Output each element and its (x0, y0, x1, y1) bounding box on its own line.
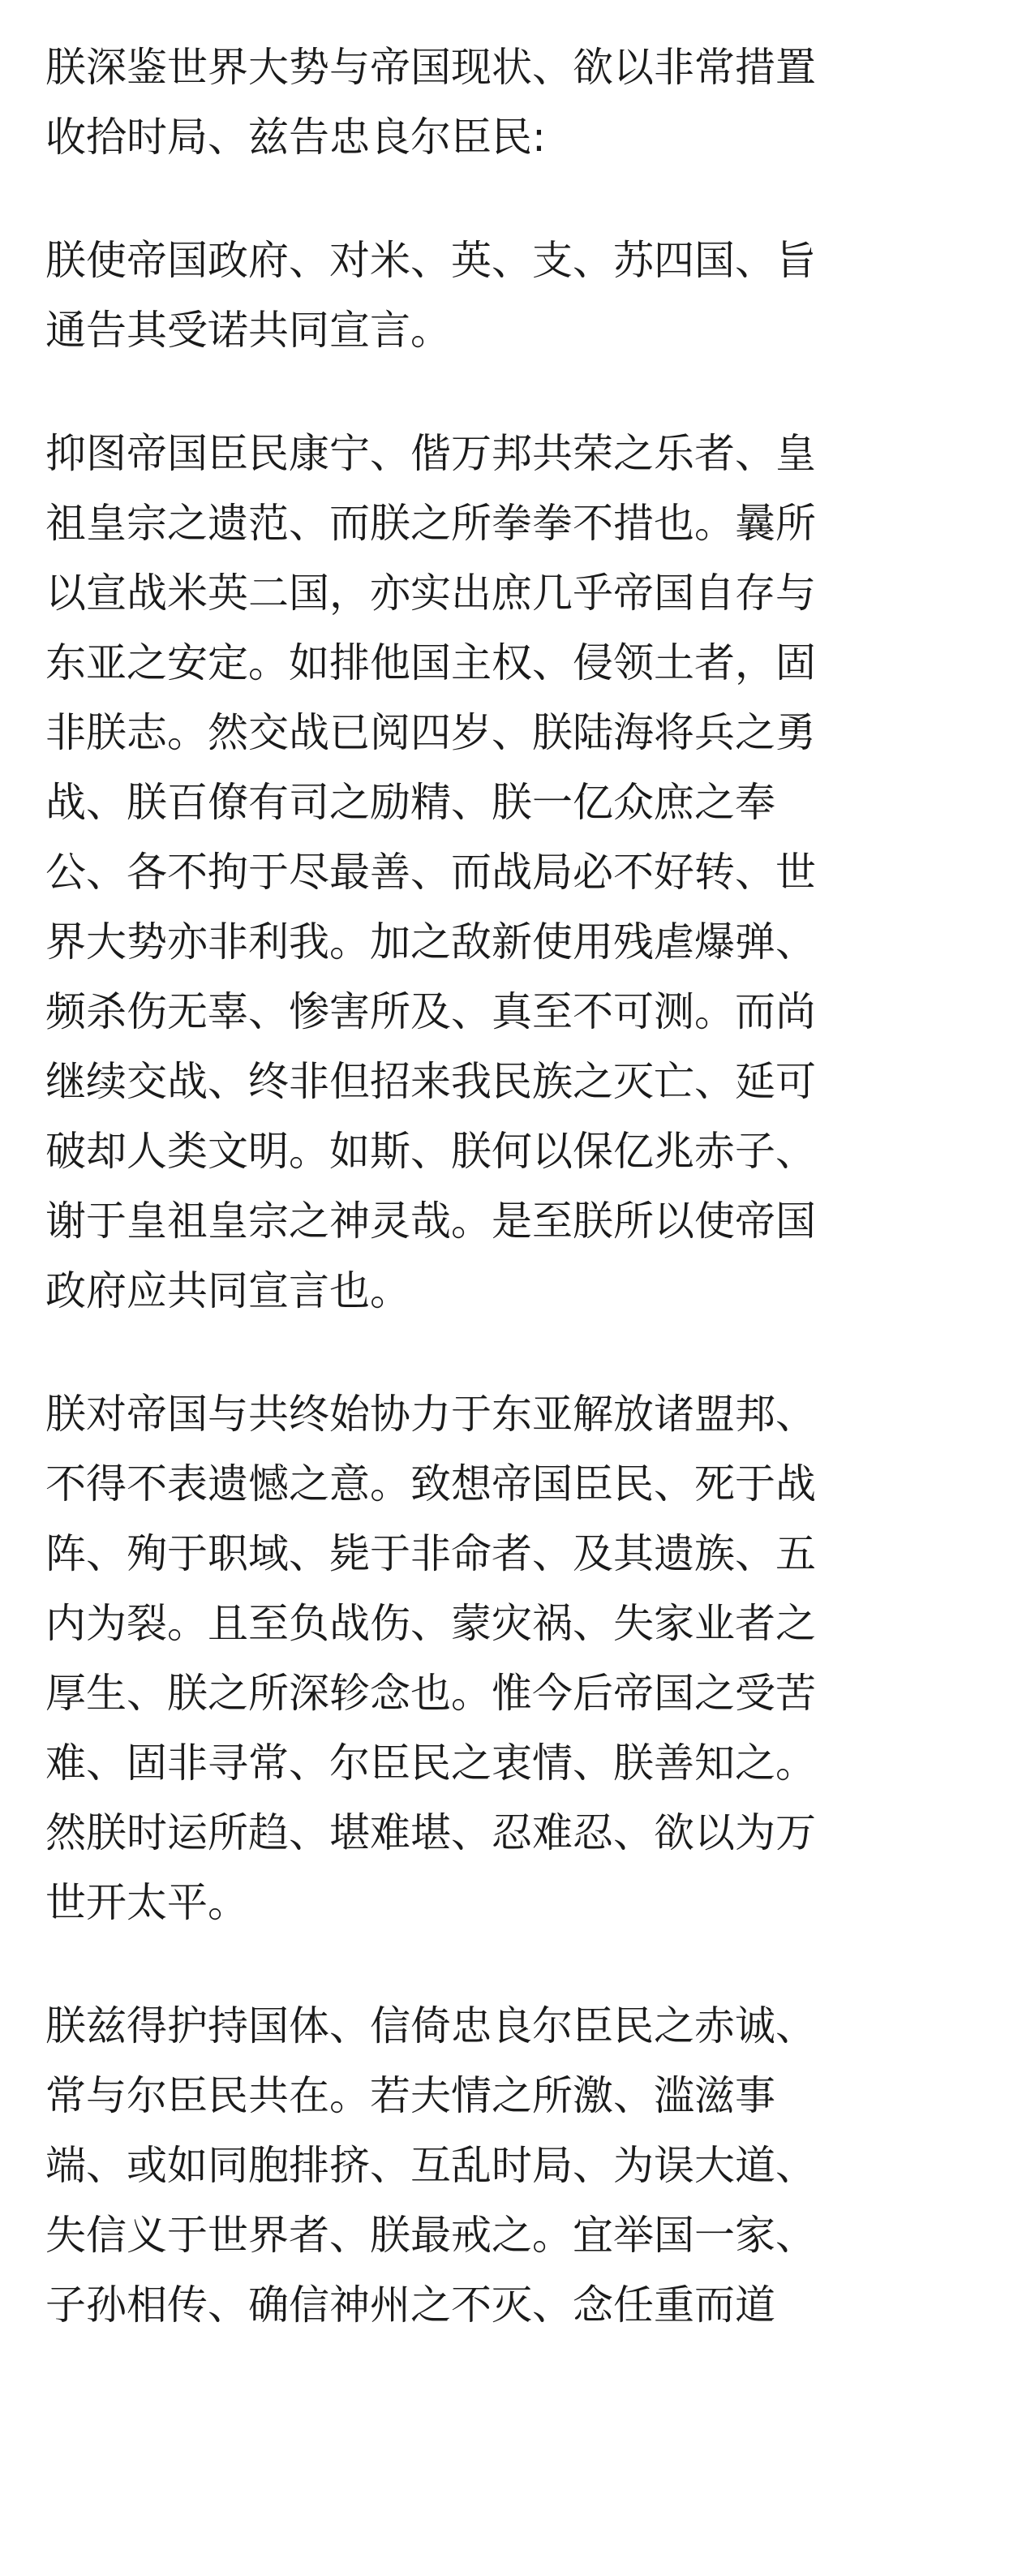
text-line: 朕深鉴世界大势与帝国现状、欲以非常措置 (45, 44, 816, 91)
text-line: 不得不表遗憾之意。致想帝国臣民、死于战 (45, 1460, 816, 1507)
text-line: 朕兹得护持国体、信倚忠良尔臣民之赤诚、 (45, 2002, 816, 2049)
text-line: 破却人类文明。如斯、朕何以保亿兆赤子、 (45, 1128, 816, 1175)
paragraph-2 (45, 226, 975, 365)
text-line: 厚生、朕之所深轸念也。惟今后帝国之受苦 (45, 1670, 816, 1717)
text-line: 世开太平。 (45, 1879, 248, 1926)
text-line: 收拾时局、兹告忠良尔臣民: (45, 114, 546, 161)
text-line: 朕对帝国与共终始协力于东亚解放诸盟邦、 (45, 1391, 816, 1438)
text-line: 失信义于世界者、朕最戒之。宜举国一家、 (45, 2212, 816, 2259)
text-line: 频杀伤无辜、惨害所及、真至不可测。而尚 (45, 988, 816, 1035)
text-line: 通告其受诺共同宣言。 (45, 307, 451, 354)
paragraph-4 (45, 1379, 975, 1937)
text-line: 朕使帝国政府、对米、英、支、苏四国、旨 (45, 237, 816, 284)
text-line: 以宣战米英二国，亦实出庶几乎帝国自存与 (45, 570, 816, 617)
text-line: 子孙相传、确信神州之不灭、念任重而道 (45, 2281, 775, 2329)
text-line: 政府应共同宣言也。 (45, 1267, 410, 1314)
text-line: 继续交战、终非但招来我民族之灭亡、延可 (45, 1058, 816, 1105)
text-line: 非朕志。然交战已阅四岁、朕陆海将兵之勇 (45, 709, 816, 756)
paragraph-1 (45, 32, 975, 172)
text-line: 东亚之安定。如排他国主权、侵领土者，固 (45, 639, 816, 686)
text-line: 谢于皇祖皇宗之神灵哉。是至朕所以使帝国 (45, 1198, 816, 1245)
text-line: 界大势亦非利我。加之敌新使用残虐爆弹、 (45, 918, 816, 965)
text-line: 端、或如同胞排挤、互乱时局、为误大道、 (45, 2142, 816, 2189)
text-line: 内为裂。且至负战伤、蒙灾祸、失家业者之 (45, 1600, 816, 1647)
paragraph-5 (45, 1991, 975, 2340)
text-line: 难、固非寻常、尔臣民之衷情、朕善知之。 (45, 1740, 816, 1787)
text-line: 阵、殉于职域、毙于非命者、及其遗族、五 (45, 1530, 816, 1577)
text-line: 然朕时运所趋、堪难堪、忍难忍、欲以为万 (45, 1809, 816, 1856)
text-line: 战、朕百僚有司之励精、朕一亿众庶之奉 (45, 779, 775, 826)
text-line: 常与尔臣民共在。若夫情之所激、滥滋事 (45, 2072, 775, 2119)
text-line: 祖皇宗之遗范、而朕之所拳拳不措也。曩所 (45, 500, 816, 547)
paragraph-3 (45, 419, 975, 1326)
text-line: 公、各不拘于尽最善、而战局必不好转、世 (45, 849, 816, 896)
text-line: 抑图帝国臣民康宁、偕万邦共荣之乐者、皇 (45, 430, 816, 477)
